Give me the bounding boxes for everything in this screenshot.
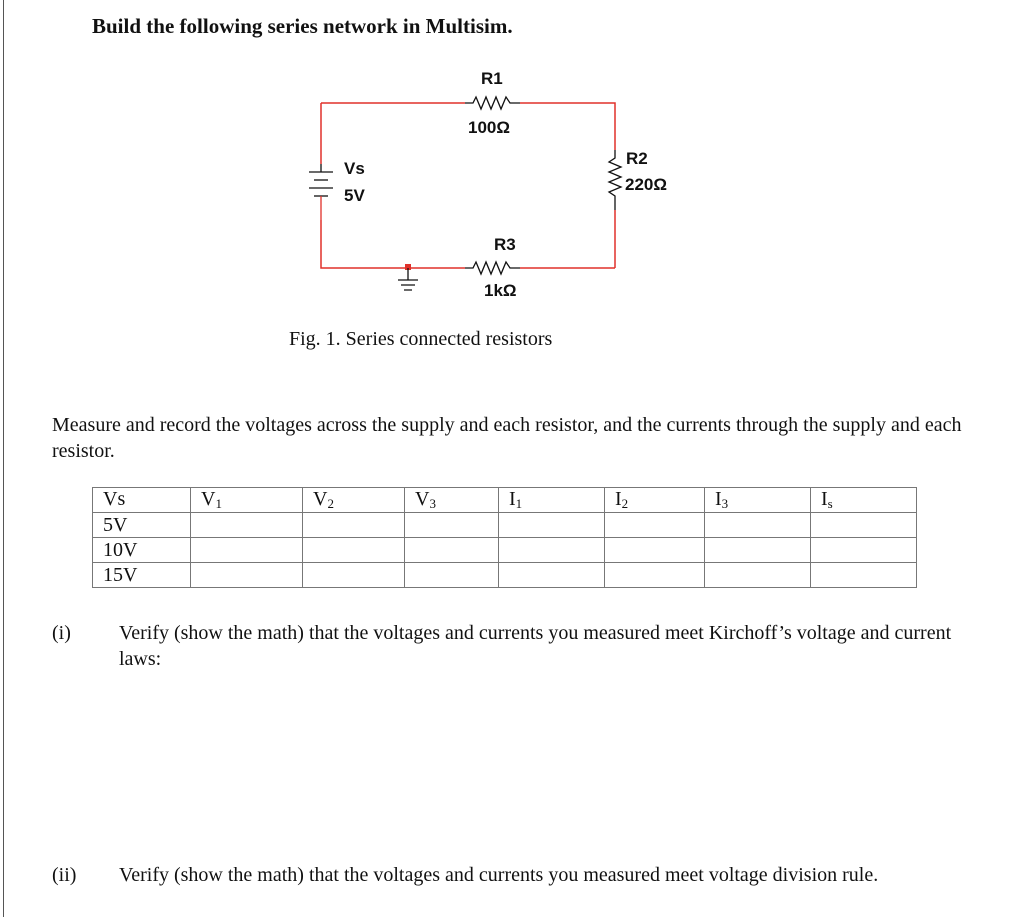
row-vs-cell: 5V — [93, 513, 191, 538]
header-v3: $V_3$ — [405, 488, 499, 513]
table-row — [93, 538, 917, 563]
question-ii — [52, 862, 982, 892]
header-vs: Vs — [93, 488, 191, 513]
table-header-row — [93, 488, 917, 513]
r2-resistor-symbol — [609, 150, 621, 210]
header-i3: $I_3$ — [705, 488, 811, 513]
table-cell[interactable] — [303, 513, 405, 538]
table-cell[interactable] — [811, 513, 917, 538]
circuit-diagram — [280, 60, 680, 310]
table-cell[interactable] — [499, 563, 605, 588]
r2-value-label: 220Ω — [625, 175, 667, 194]
table-cell[interactable] — [605, 538, 705, 563]
header-v2: $V_2$ — [303, 488, 405, 513]
table-cell[interactable] — [811, 563, 917, 588]
question-i — [52, 620, 982, 680]
row-vs-cell: 10V — [93, 538, 191, 563]
instruction-paragraph: Measure and record the voltages across the supply and each resistor, and the currents through the supply and each resistor. — [52, 414, 962, 462]
r3-name-label: R3 — [494, 235, 516, 254]
question-number: (ii) — [52, 864, 77, 886]
table-cell[interactable] — [705, 563, 811, 588]
page-left-border — [3, 0, 4, 917]
table-cell[interactable] — [705, 538, 811, 563]
header-i1: $I_1$ — [499, 488, 605, 513]
table-cell[interactable] — [405, 513, 499, 538]
table-cell[interactable] — [605, 513, 705, 538]
table-cell[interactable] — [811, 538, 917, 563]
measurement-table — [92, 487, 917, 588]
r1-value-label: 100Ω — [468, 118, 510, 137]
table-cell[interactable] — [705, 513, 811, 538]
header-i2: $I_2$ — [605, 488, 705, 513]
header-is: $I_s$ — [811, 488, 917, 513]
table-cell[interactable] — [191, 513, 303, 538]
table-row — [93, 563, 917, 588]
table-cell[interactable] — [405, 563, 499, 588]
table-cell[interactable] — [405, 538, 499, 563]
battery-icon — [309, 164, 333, 220]
r2-name-label: R2 — [626, 149, 648, 168]
table-cell[interactable] — [605, 563, 705, 588]
table-cell[interactable] — [499, 538, 605, 563]
question-number: (i) — [52, 622, 71, 644]
table-cell[interactable] — [191, 563, 303, 588]
figure-caption: Fig. 1. Series connected resistors — [289, 328, 553, 350]
table-cell[interactable] — [303, 538, 405, 563]
source-name-label: Vs — [344, 159, 365, 178]
r1-name-label: R1 — [481, 69, 503, 88]
r1-resistor-symbol — [465, 97, 520, 109]
table-row — [93, 513, 917, 538]
question-text: Verify (show the math) that the voltages and currents you measured meet voltage division rule. — [119, 864, 879, 886]
table-cell[interactable] — [191, 538, 303, 563]
r3-resistor-symbol — [465, 262, 520, 274]
table-cell[interactable] — [499, 513, 605, 538]
row-vs-cell: 15V — [93, 563, 191, 588]
source-value-label: 5V — [344, 186, 365, 205]
header-v1: $V_1$ — [191, 488, 303, 513]
question-text: Verify (show the math) that the voltages and currents you measured meet Kirchoff’s voltage and current laws: — [119, 622, 952, 670]
r3-value-label: 1kΩ — [484, 281, 517, 300]
table-cell[interactable] — [303, 563, 405, 588]
page-title: Build the following series network in Multisim. — [92, 14, 513, 38]
